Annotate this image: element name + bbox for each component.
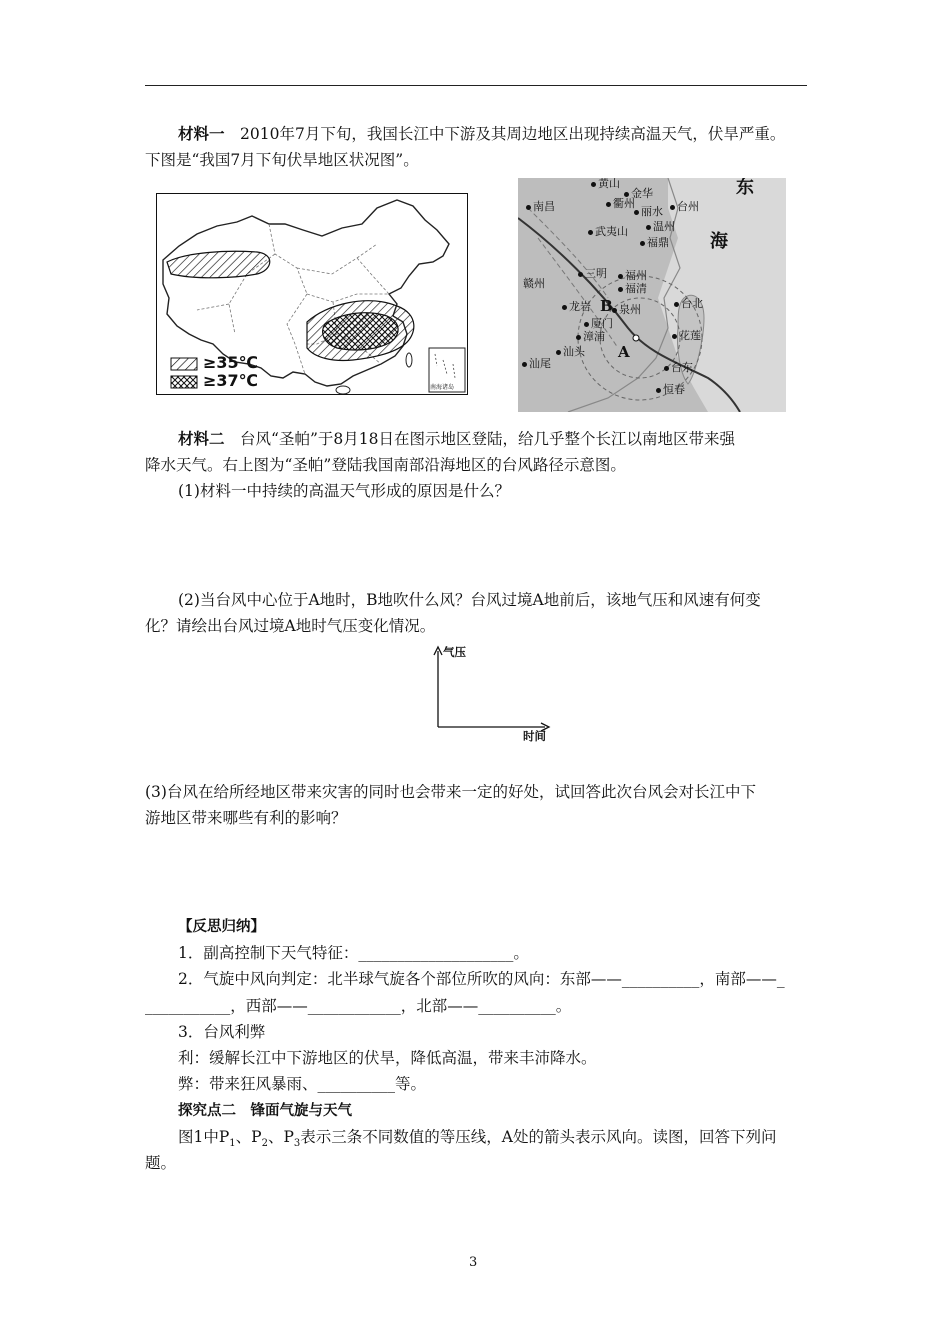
place-wenzhou: 温州: [646, 221, 675, 233]
place-hualian: 花莲: [672, 330, 701, 342]
china-drought-map: [156, 193, 468, 395]
reflection-item-1: 1．副高控制下天气特征：____________________。: [178, 944, 529, 962]
x-axis-label: 时间: [523, 729, 546, 743]
place-taizhou: 台州: [670, 201, 699, 213]
place-sanming: 三明: [578, 268, 607, 280]
reflection-item-2-line1: 2．气旋中风向判定：北半球气旋各个部位所吹的风向：东部——__________，南部——_: [178, 970, 785, 988]
question-2-line2: 化？请绘出台风过境A地时气压变化情况。: [145, 617, 436, 635]
reflection-heading: 【反思归纳】: [178, 919, 265, 935]
place-taibei: 台北: [674, 298, 703, 310]
question-3-line2: 游地区带来哪些有利的影响？: [145, 809, 347, 827]
place-huangshan: 黄山: [591, 178, 620, 190]
place-taidong: 台东: [664, 362, 693, 374]
place-longyan: 龙岩: [562, 301, 591, 313]
place-zhangpu: 漳浦: [576, 331, 605, 343]
place-quanzhou: 泉州: [612, 304, 641, 316]
inset-label: 南海诸岛: [430, 384, 455, 391]
typhoon-path-map: [518, 178, 786, 412]
place-shanwei: 汕尾: [522, 358, 551, 370]
pressure-time-axes: [415, 645, 565, 745]
label-sea: 海: [710, 231, 728, 252]
legend-35c: ≥35℃: [203, 353, 259, 372]
material-one-line1: 材料一 2010年7月下旬，我国长江中下游及其周边地区出现持续高温天气，伏旱严重。: [178, 124, 786, 143]
place-xiamen: 厦门: [584, 318, 613, 330]
reflection-benefit: 利：缓解长江中下游地区的伏旱，降低高温，带来丰沛降水。: [178, 1049, 597, 1067]
inquiry-two-heading: 探究点二 锋面气旋与天气: [178, 1103, 352, 1119]
place-ganzhou: 赣州: [523, 277, 545, 290]
material-two-line2: 降水天气。右上图为“圣帕”登陆我国南部沿海地区的台风路径示意图。: [145, 456, 626, 474]
place-fuding: 福鼎: [640, 237, 669, 249]
place-lishui: 丽水: [634, 206, 663, 218]
question-2-line1: (2)当台风中心位于A地时，B地吹什么风？台风过境A地前后，该地气压和风速有何变: [178, 591, 761, 609]
material-two-line1: 材料二 台风“圣帕”于8月18日在图示地区登陆，给几乎整个长江以南地区带来强: [178, 429, 735, 448]
label-point-a: A: [618, 343, 630, 361]
question-1: (1)材料一中持续的高温天气形成的原因是什么？: [178, 482, 510, 500]
material-two-label: 材料二: [178, 429, 225, 448]
place-fuzhou: 福州: [618, 270, 647, 282]
place-shantou: 汕头: [556, 346, 585, 358]
label-point-b: B: [600, 297, 613, 315]
place-wuyishan: 武夷山: [588, 226, 628, 238]
y-axis-label: 气压: [443, 645, 466, 659]
inquiry-two-line1: 图1中$P_1$、$P_2$、$P_3$表示三条不同数值的等压线，A处的箭头表示风向。读图，回答下列问: [178, 1128, 777, 1150]
place-hengchun: 恒春: [656, 384, 685, 396]
legend-37c: ≥37℃: [203, 371, 259, 390]
question-3-line1: (3)台风在给所经地区带来灾害的同时也会带来一定的好处，试回答此次台风会对长江中下: [145, 783, 756, 801]
page-number: 3: [469, 1255, 478, 1270]
place-nanchang: 南昌: [526, 201, 555, 213]
header-rule: [145, 85, 807, 86]
label-east: 东: [736, 178, 754, 198]
region-35c-west: [167, 251, 270, 277]
place-quzhou: 衢州: [606, 198, 635, 210]
place-fuqing: 福清: [618, 283, 647, 295]
place-jinhua: 金华: [624, 188, 653, 200]
material-one-label: 材料一: [178, 124, 225, 143]
reflection-harm: 弊：带来狂风暴雨、__________等。: [178, 1075, 427, 1093]
reflection-item-3: 3．台风利弊: [178, 1023, 266, 1041]
reflection-item-2-line2: ___________，西部——____________，北部——__________。: [145, 997, 572, 1015]
material-one-line2: 下图是“我国7月下旬伏旱地区状况图”。: [145, 151, 419, 169]
inquiry-two-line2: 题。: [145, 1154, 177, 1172]
